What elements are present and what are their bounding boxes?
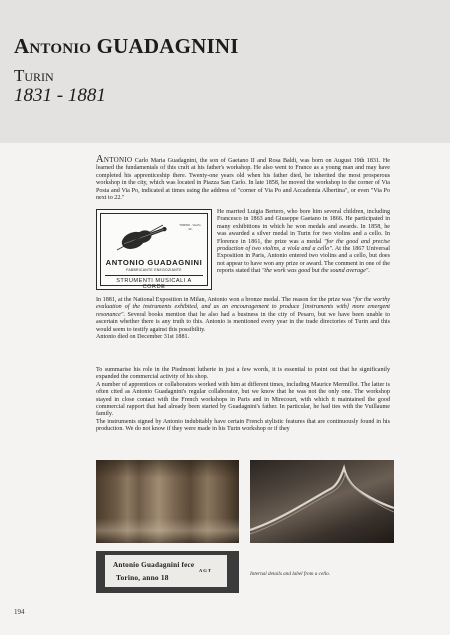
label-maker-name: ANTONIO GUADAGNINI [105, 258, 203, 267]
label-subtitle: FABBRICANTE ENEGOZIANTE [126, 268, 182, 272]
paragraph-4: To summarise his role in the Piedmont lutherie in just a few words, it is essential to point out that he significantly expanded the commercial activity of his shop. A number of apprentices or collaborators worked with him at different times, including Maurice Mermillot. The latter is often cited as Antonio Guadagnini's regular collaborator, but we know that he was not the only one. The workshop stayed in close contact with the French workshops in Paris and in Mirecourt, with which it maintained the good commercial rapport that had already been started by Guadagnini's father. In particular, he had ties with the Vuillaume family. The instruments signed by Antonio indubitably have certain French stylistic features that are continuously found in his production. We do not know if they were made in his Turin workshop or if they [96, 367, 390, 433]
photo-caption: Internal details and label from a cello. [250, 571, 331, 577]
photo-detail-drawing [250, 460, 394, 543]
years: 1831 - 1881 [14, 85, 106, 106]
title-last-name: GUADAGNINI [96, 34, 239, 58]
drop-cap: Antonio [96, 154, 133, 165]
photo-label [96, 551, 239, 593]
paragraph-3: In 1881, at the National Exposition in Milan, Antonio won a bronze medal. The reason for the prize was "for the worthy evaluation of the instruments exhibited, and as an encouragement to produce [instruments with] more emergent resonance". Several books mention that he also had a business in the city of Pesaro, but we have been unable to ascertain whether there is any truth to this. Antonio is mentioned every year in the trade directories of Turin and this would seem to testify against this possibility. Antonio died on December 31st 1881. [96, 297, 390, 341]
header-band [0, 0, 450, 143]
handwritten-label [105, 555, 227, 587]
page-title [14, 34, 239, 59]
label2-monogram: A G T [199, 568, 211, 573]
title-first-name: Antonio [14, 34, 92, 58]
label-image [96, 209, 212, 290]
photo-cello-interior [96, 460, 239, 543]
violin-icon [111, 220, 169, 255]
label2-line2: Torino, anno 18 [116, 573, 169, 582]
photo-cello-detail [250, 460, 394, 543]
page-number: 194 [14, 608, 25, 616]
label2-line1: Antonio Guadagnini fece [113, 561, 195, 569]
label-address: TORINO · Via Po · 22 · [179, 223, 201, 231]
city: Turin [14, 66, 54, 85]
paragraph-1: Antonio Carlo Maria Guadagnini, the son of Gaetano II and Rosa Baldi, was born on August 19th 1831. He learned the fundamentals of this craft at his father's workshop. He also went to France as a young man and may have completed his apprenticeship there. Twenty-one years old when his father died, he inherited the most prosperous workshop in the city, which was located in Piazza San Carlo. In late 1858, he moved the workshop to the corner of Via Posta and Via Po, indicated at times using the address of "corner of Via Po and Accademia Albertina", or even "Via Po next to 22." [96, 154, 390, 202]
label-bottom-text: STRUMENTI MUSICALI A CORDE [105, 275, 203, 290]
paragraph-2: He married Luigia Bertero, who bore him several children, including Francesco in 1863 and Giuseppe Gaetano in 1866. He participated in many exhibitions in which he won medals and awards. In 1858, he was awarded a silver medal in Turin for two violins and a cello. In Florence in 1861, the prize was a medal "for the good and precise production of two violins, a viola and a cello". At the 1867 Universal Exposition in Paris, Antonio entered two violins and a cello, but does not appear to have won any prize or award. The comment in one of the reports stated that "the work was good but the sound average". [217, 209, 390, 275]
